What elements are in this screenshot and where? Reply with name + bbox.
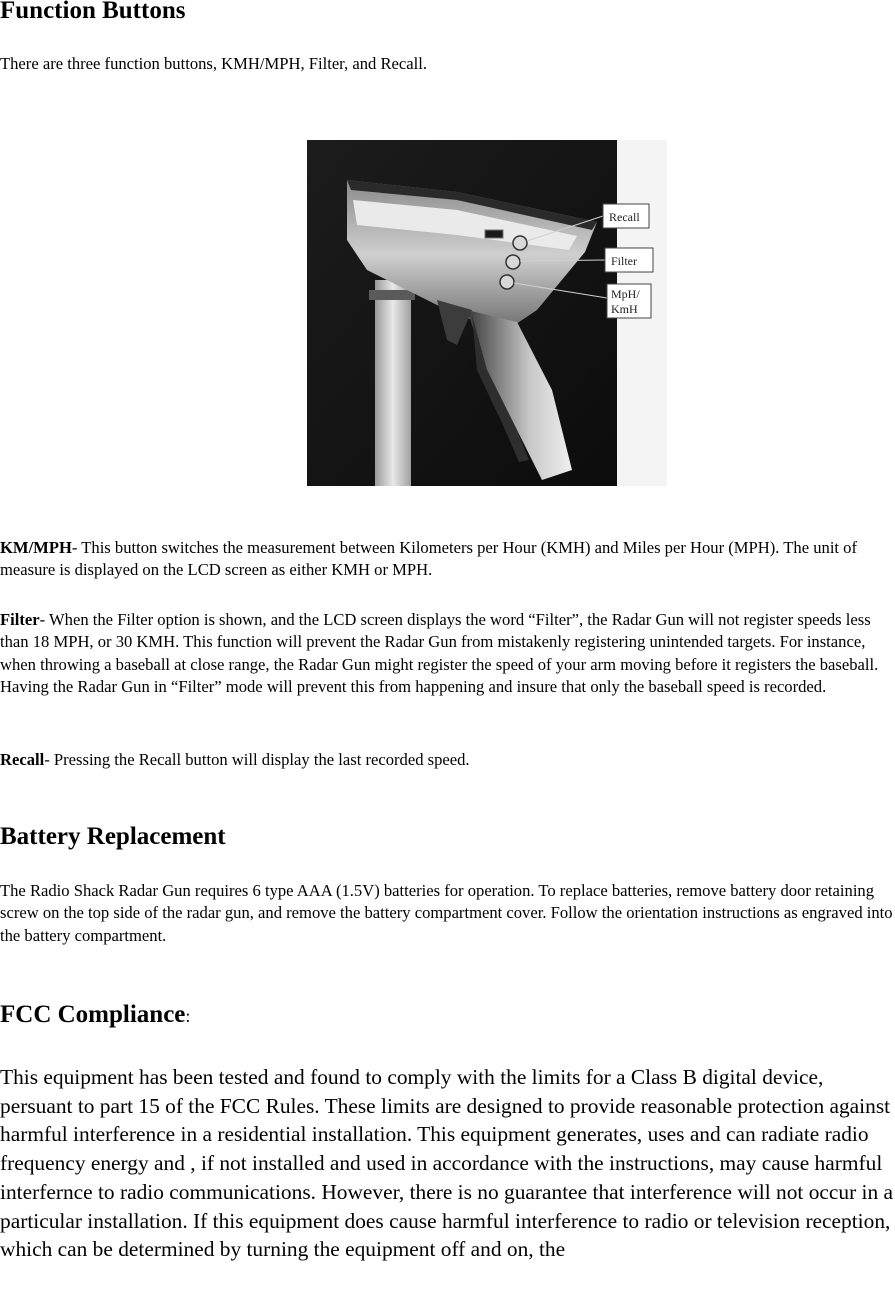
radar-gun-photo bbox=[307, 140, 667, 486]
recall-text: - Pressing the Recall button will display the last recorded speed. bbox=[44, 750, 470, 769]
fcc-text: This equipment has been tested and found to comply with the limits for a Class B digital device, persuant to part 15 of the FCC Rules. These limits are designed to provide reasonable protection against harmful interference in a residential installation. This equipment generates, uses and can radiate radio frequency energy and , if not installed and used in accordance with the instructions, may cause harmful interfernce to radio communications. However, there is no guarantee that interference will not occur in a particular installation. If this equipment does cause harmful interference to radio or television reception, which can be determined by turning the equipment off and on, the bbox=[0, 1065, 894, 1262]
recall-description bbox=[0, 749, 895, 771]
kmmph-text: - This button switches the measurement between Kilometers per Hour (KMH) and Miles per Hour (MPH). The unit of measure is displayed on the LCD screen as either KMH or MPH. bbox=[0, 538, 858, 580]
fcc-heading-text: FCC Compliance bbox=[0, 1001, 186, 1028]
callout-filter: Filter bbox=[611, 254, 637, 268]
battery-heading: Battery Replacement bbox=[0, 823, 226, 850]
kmmph-term: KM/MPH bbox=[0, 538, 72, 557]
filter-description bbox=[0, 609, 895, 698]
fcc-heading-colon: : bbox=[185, 1006, 191, 1026]
function-buttons-intro: There are three function buttons, KMH/MPH, Filter, and Recall. bbox=[0, 54, 427, 73]
kmmph-description bbox=[0, 537, 895, 582]
callout-mph: MpH/ bbox=[611, 287, 640, 301]
callout-recall: Recall bbox=[609, 210, 640, 224]
fcc-heading bbox=[0, 1000, 190, 1031]
callout-kmh: KmH bbox=[611, 302, 638, 316]
recall-term: Recall bbox=[0, 750, 45, 769]
filter-term: Filter bbox=[0, 610, 40, 629]
battery-text: The Radio Shack Radar Gun requires 6 type AAA (1.5V) batteries for operation. To replace batteries, remove battery door retaining screw on the top side of the radar gun, and remove the battery compartment cover. Follow the orientation instructions as engraved into the battery compartment. bbox=[0, 881, 893, 945]
function-buttons-heading: Function Buttons bbox=[0, 0, 186, 24]
filter-text: - When the Filter option is shown, and the LCD screen displays the word “Filter”, the Radar Gun will not register speeds less than 18 MPH, or 30 KMH. This function will prevent the Radar Gun from mistakenly registering unintended targets. For instance, when throwing a baseball at close range, the Radar Gun might register the speed of your arm moving before it registers the baseball. Having the Radar Gun in “Filter” mode will prevent this from happening and insure that only the baseball speed is recorded. bbox=[0, 610, 879, 696]
